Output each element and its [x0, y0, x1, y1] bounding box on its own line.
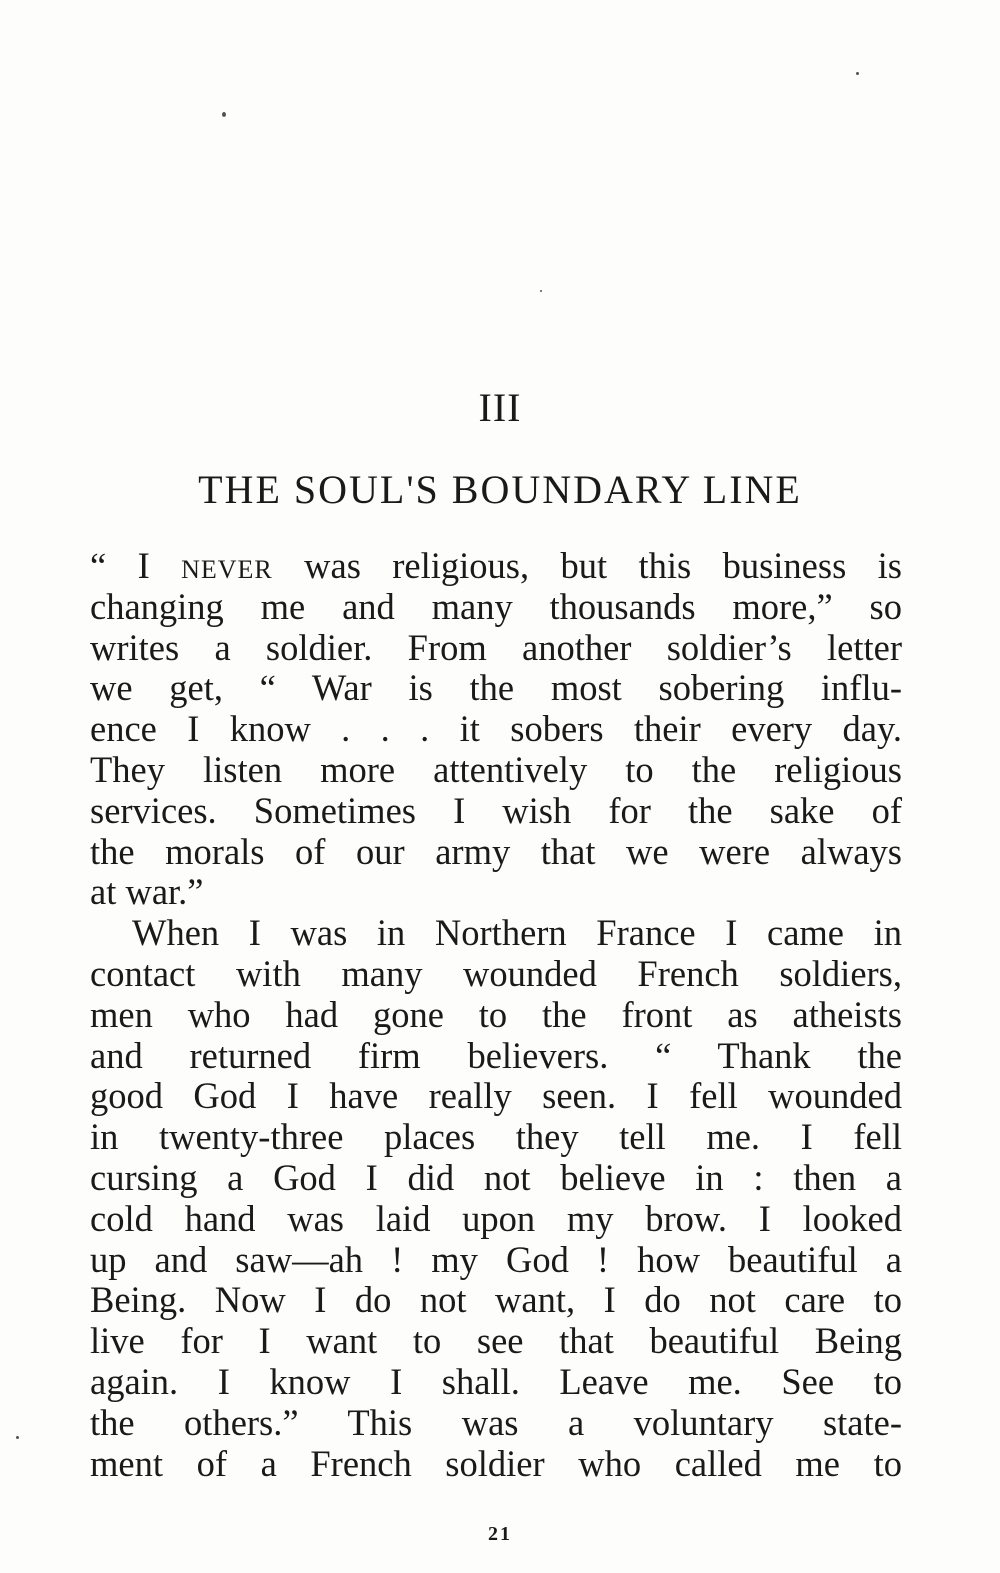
text-line: When I was in Northern France I came in: [132, 912, 902, 954]
text-line: writes a soldier. From another soldier’s letter: [90, 626, 902, 668]
text-line: the others.” This was a voluntary state-: [90, 1401, 902, 1443]
text-line: live for I want to see that beautiful Being: [90, 1320, 902, 1362]
text-line: cold hand was laid upon my brow. I looked: [90, 1197, 902, 1239]
scan-speck: [540, 290, 542, 292]
text-line: in twenty-three places they tell me. I fell: [90, 1116, 902, 1158]
text-line: we get, “ War is the most sobering influ-: [90, 667, 902, 709]
text-line-1: [90, 546, 902, 587]
scan-speck: [222, 112, 226, 117]
text-line: contact with many wounded French soldiers,: [90, 952, 902, 994]
page-number: 21: [488, 1523, 512, 1545]
text-line: and returned firm believers. “ Thank the: [90, 1034, 902, 1076]
text-line: changing me and many thousands more,” so: [90, 585, 902, 627]
text-line: the morals of our army that we were always: [90, 830, 902, 872]
opening-line-rest: was religious, but this business is: [272, 545, 902, 586]
text-line: at war.”: [90, 871, 204, 913]
text-line: men who had gone to the front as atheists: [90, 993, 902, 1035]
text-line: again. I know I shall. Leave me. See to: [90, 1360, 902, 1402]
text-line: ence I know . . . it sobers their every day.: [90, 708, 902, 750]
opening-word: never: [181, 545, 273, 586]
text-line: ment of a French soldier who called me to: [90, 1442, 902, 1484]
text-line: up and saw—ah ! my God ! how beautiful a: [90, 1238, 902, 1280]
chapter-title: THE SOUL'S BOUNDARY LINE: [198, 467, 802, 512]
chapter-number: III: [478, 385, 522, 430]
text-line: Being. Now I do not want, I do not care to: [90, 1279, 902, 1321]
text-line: good God I have really seen. I fell wounded: [90, 1075, 902, 1117]
scan-speck: [856, 72, 859, 75]
text-line: cursing a God I did not believe in : then a: [90, 1156, 902, 1198]
opening-quote: “ I: [90, 545, 182, 586]
scan-speck: [16, 1436, 19, 1439]
body-text: [90, 546, 902, 1484]
text-line: services. Sometimes I wish for the sake of: [90, 789, 902, 831]
text-line: They listen more attentively to the religious: [90, 748, 902, 790]
